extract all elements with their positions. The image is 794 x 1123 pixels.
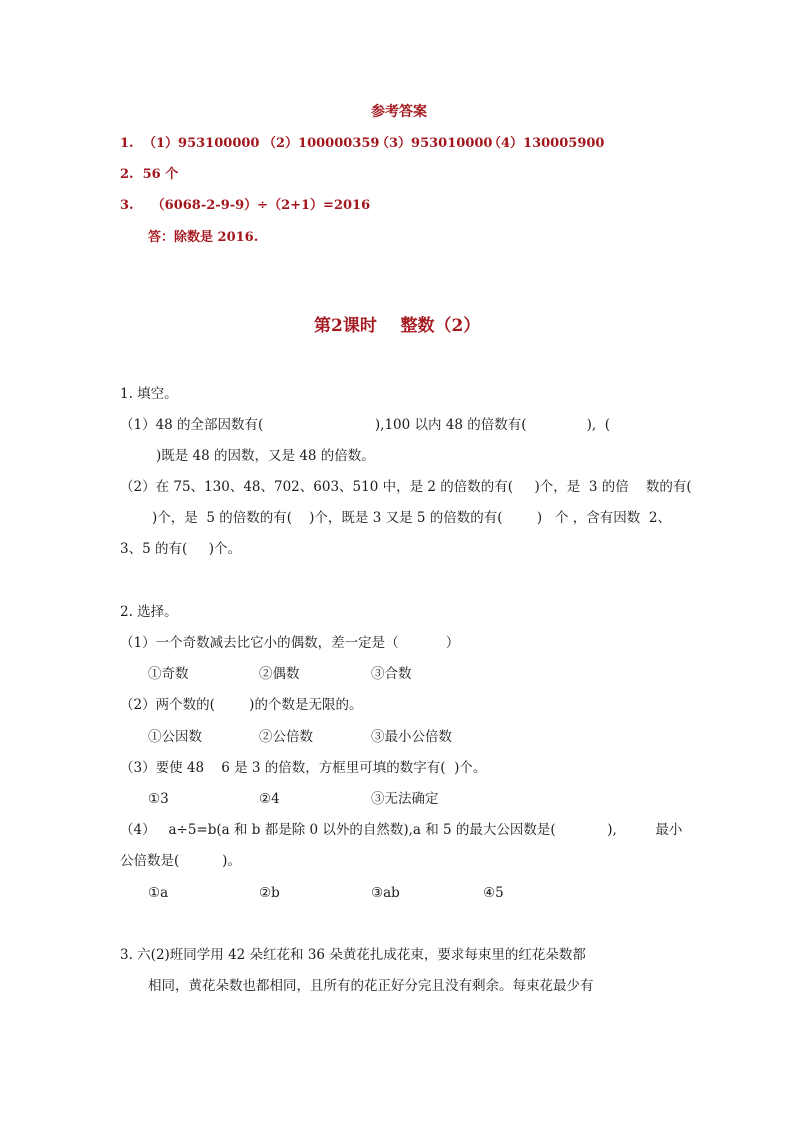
q1-part2-line1: （2）在 75、130、48、702、603、510 中，是 2 的倍数的有( )个，是 3 的倍 数的有( (120, 479, 692, 495)
q2-sub4-line2: 公倍数是( )。 (120, 853, 241, 869)
answer-1-part-4: （4）130005900 (488, 136, 605, 151)
q2-heading: 2. 选择。 (120, 604, 178, 620)
answer-2: 2. 56 个 (120, 167, 179, 182)
answer-1-part-2: （2）100000359 (263, 136, 380, 151)
lesson-title: 第2课时 整数（2） (314, 316, 481, 336)
q2-sub2: （2）两个数的( )的个数是无限的。 (120, 697, 363, 713)
answer-3-conclusion: 答：除数是 2016. (148, 230, 259, 245)
q2-sub3-option-1: ①3 (148, 791, 169, 807)
q1-part2-line3: 3、5 的有( )个。 (120, 541, 241, 557)
q2-sub4-option-3: ③ab (371, 885, 400, 901)
q1-heading: 1. 填空。 (120, 386, 178, 402)
q2-sub1-option-2: ②偶数 (259, 666, 300, 682)
q2-sub2-option-3: ③最小公倍数 (371, 729, 452, 745)
q1-part1-line1: （1）48 的全部因数有( ),100 以内 48 的倍数有( ), ( (120, 417, 611, 433)
q2-sub4-option-1: ①a (148, 885, 169, 901)
answer-1-number: 1. (120, 136, 134, 151)
answer-1-part-3: （3）953010000 (376, 136, 493, 151)
q1-part1-line2: )既是 48 的因数，又是 48 的倍数。 (156, 448, 375, 464)
q2-sub4-line1: （4） a÷5=b(a 和 b 都是除 0 以外的自然数),a 和 5 的最大公因数是( ), 最小 (120, 822, 683, 838)
q2-sub3: （3）要使 48 6 是 3 的倍数，方框里可填的数字有( )个。 (120, 760, 487, 776)
q2-sub3-option-2: ②4 (259, 791, 280, 807)
q2-sub1: （1）一个奇数减去比它小的偶数，差一定是（ ） (120, 635, 460, 651)
q2-sub1-option-3: ③合数 (371, 666, 412, 682)
q1-part2-line2: )个，是 5 的倍数的有( )个，既是 3 又是 5 的倍数的有( ) 个 ，含有因数 2、 (152, 510, 671, 526)
answer-1-part-1: （1）953100000 (143, 136, 260, 151)
q2-sub4-option-4: ④5 (483, 885, 504, 901)
q2-sub3-option-3: ③无法确定 (371, 791, 439, 807)
q3-line2: 相同，黄花朵数也都相同，且所有的花正好分完且没有剩余。每束花最少有 (148, 978, 594, 994)
q2-sub4-option-2: ②b (259, 885, 280, 901)
q2-sub2-option-1: ①公因数 (148, 729, 202, 745)
answer-3: 3. （6068-2-9-9）÷（2+1）=2016 (120, 198, 371, 213)
q3-line1: 3. 六(2)班同学用 42 朵红花和 36 朵黄花扎成花束，要求每束里的红花朵数都 (120, 947, 586, 963)
q2-sub1-option-1: ①奇数 (148, 666, 189, 682)
answers-title: 参考答案 (371, 104, 427, 120)
q2-sub2-option-2: ②公倍数 (259, 729, 313, 745)
